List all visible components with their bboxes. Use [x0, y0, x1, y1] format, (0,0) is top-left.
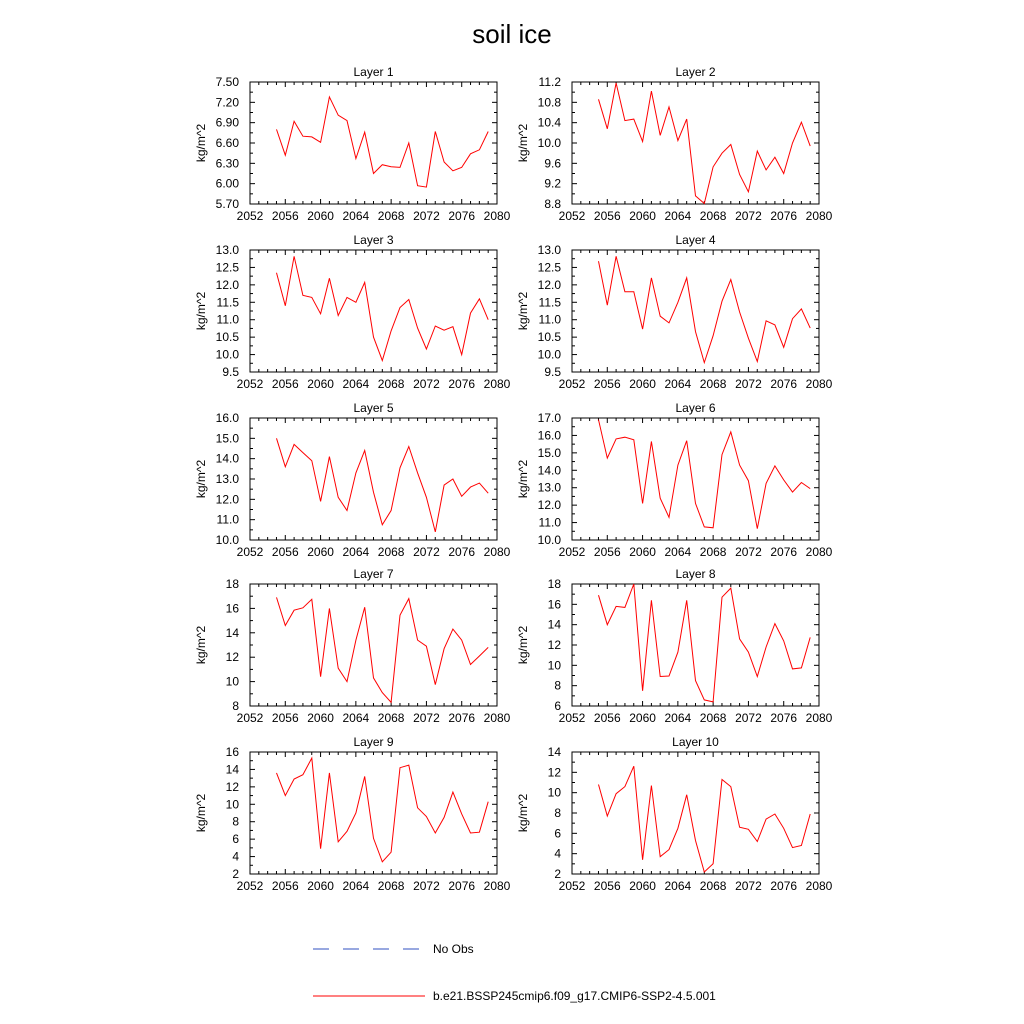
x-tick-label: 2076 [770, 879, 798, 893]
y-tick-label: 8 [554, 678, 561, 693]
y-tick-label: 7.20 [215, 95, 239, 110]
y-tick-label: 11.0 [216, 512, 239, 527]
y-tick-label: 15.0 [537, 445, 561, 460]
panel-layer-4 [516, 233, 833, 391]
y-tick-label: 6 [232, 832, 239, 847]
x-tick-label: 2052 [558, 545, 586, 559]
series-line [599, 420, 811, 529]
y-tick-label: 13.0 [215, 243, 239, 257]
y-tick-label: 8.8 [544, 197, 561, 211]
x-tick-label: 2060 [307, 711, 334, 725]
legend-label-no-obs: No Obs [433, 942, 474, 956]
series-line [277, 438, 489, 532]
y-tick-label: 16 [225, 745, 239, 759]
y-tick-label: 14 [547, 617, 561, 632]
y-tick-label: 10 [547, 785, 561, 800]
x-tick-label: 2052 [558, 711, 586, 725]
x-tick-label: 2076 [770, 377, 798, 391]
series-line [599, 83, 811, 204]
x-tick-label: 2068 [699, 209, 727, 223]
plot-frame [250, 418, 497, 540]
panel-title: Layer 8 [675, 567, 716, 581]
x-tick-label: 2072 [413, 545, 440, 559]
panel-layer-6 [516, 401, 833, 559]
x-tick-label: 2060 [629, 879, 656, 893]
y-axis-label: kg/m^2 [516, 793, 530, 833]
y-tick-label: 12.5 [537, 260, 561, 275]
panel-layer-8 [516, 567, 833, 725]
panel-title: Layer 6 [675, 401, 716, 415]
x-tick-label: 2072 [735, 879, 762, 893]
x-tick-label: 2076 [448, 711, 476, 725]
plot-frame [572, 250, 819, 372]
x-tick-label: 2060 [307, 545, 334, 559]
y-tick-label: 10 [225, 674, 239, 689]
x-tick-label: 2052 [236, 545, 264, 559]
x-tick-label: 2068 [377, 209, 405, 223]
x-tick-label: 2068 [699, 377, 727, 391]
panel-title: Layer 7 [353, 567, 394, 581]
y-tick-label: 8 [232, 699, 239, 713]
x-tick-label: 2072 [735, 377, 762, 391]
x-tick-label: 2052 [236, 711, 264, 725]
x-tick-label: 2072 [413, 377, 440, 391]
x-tick-label: 2076 [770, 209, 798, 223]
y-tick-label: 16.0 [215, 411, 239, 425]
x-tick-label: 2080 [483, 879, 511, 893]
panel-layer-9 [194, 735, 511, 893]
y-tick-label: 5.70 [215, 197, 239, 211]
y-tick-label: 14 [225, 625, 239, 640]
y-tick-label: 12 [547, 638, 561, 652]
x-tick-label: 2068 [377, 545, 405, 559]
x-tick-label: 2056 [593, 209, 621, 223]
y-axis-label: kg/m^2 [516, 459, 530, 499]
y-tick-label: 12 [547, 765, 561, 780]
legend-label-model-run: b.e21.BSSP245cmip6.f09_g17.CMIP6-SSP2-4.5.001 [433, 989, 716, 1003]
x-tick-label: 2076 [770, 711, 798, 725]
x-tick-label: 2064 [664, 711, 692, 725]
x-tick-label: 2068 [377, 711, 405, 725]
y-tick-label: 14.0 [537, 463, 561, 478]
y-tick-label: 2 [554, 867, 561, 881]
legend [313, 942, 716, 1003]
y-tick-label: 12.0 [215, 492, 239, 507]
figure-title: soil ice [472, 19, 552, 49]
x-tick-label: 2052 [558, 879, 586, 893]
plot-frame [250, 82, 497, 204]
x-tick-label: 2060 [629, 545, 656, 559]
plot-frame [250, 752, 497, 874]
x-tick-label: 2052 [236, 879, 264, 893]
y-tick-label: 11.0 [538, 312, 561, 327]
y-tick-label: 10.0 [537, 136, 561, 150]
y-tick-label: 10.4 [537, 115, 561, 130]
x-tick-label: 2080 [805, 711, 833, 725]
plot-frame [572, 584, 819, 706]
x-tick-label: 2056 [593, 711, 621, 725]
y-axis-label: kg/m^2 [194, 123, 208, 163]
panel-title: Layer 10 [672, 735, 719, 749]
x-tick-label: 2072 [413, 711, 440, 725]
panel-layer-2 [516, 65, 833, 223]
x-tick-label: 2052 [558, 377, 586, 391]
y-tick-label: 8 [232, 814, 239, 829]
panel-layer-1 [194, 65, 511, 223]
y-tick-label: 10.0 [537, 533, 561, 547]
panel-layer-7 [194, 567, 511, 725]
y-tick-label: 10 [225, 797, 239, 812]
x-tick-label: 2052 [236, 209, 264, 223]
y-tick-label: 6 [554, 699, 561, 713]
x-tick-label: 2064 [664, 377, 692, 391]
panel-title: Layer 4 [675, 233, 716, 247]
x-tick-label: 2068 [699, 545, 727, 559]
x-tick-label: 2060 [629, 377, 656, 391]
y-axis-label: kg/m^2 [194, 625, 208, 665]
series-line [599, 766, 811, 872]
panel-title: Layer 2 [675, 65, 716, 79]
x-tick-label: 2056 [271, 209, 299, 223]
x-tick-label: 2072 [413, 879, 440, 893]
x-tick-label: 2072 [735, 711, 762, 725]
y-tick-label: 10.0 [537, 347, 561, 362]
x-tick-label: 2076 [448, 209, 476, 223]
x-tick-label: 2056 [271, 879, 299, 893]
series-line [599, 256, 811, 362]
y-tick-label: 11.5 [216, 295, 239, 310]
x-tick-label: 2068 [699, 711, 727, 725]
x-tick-label: 2064 [342, 545, 370, 559]
panel-layer-5 [194, 401, 511, 559]
x-tick-label: 2076 [770, 545, 798, 559]
x-tick-label: 2072 [735, 209, 762, 223]
y-tick-label: 12 [225, 779, 239, 794]
x-tick-label: 2052 [236, 377, 264, 391]
plot-frame [572, 752, 819, 874]
plot-frame [572, 418, 819, 540]
panel-layer-3 [194, 233, 511, 391]
y-tick-label: 16 [225, 601, 239, 616]
y-tick-label: 16.0 [537, 428, 561, 443]
x-tick-label: 2056 [593, 879, 621, 893]
x-tick-label: 2076 [448, 545, 476, 559]
y-tick-label: 11.0 [538, 515, 561, 530]
y-tick-label: 14 [547, 745, 561, 759]
y-axis-label: kg/m^2 [194, 291, 208, 331]
panel-grid [194, 65, 833, 893]
y-tick-label: 10.8 [537, 95, 561, 110]
x-tick-label: 2064 [664, 545, 692, 559]
y-tick-label: 9.5 [544, 365, 561, 379]
y-tick-label: 12.0 [537, 498, 561, 513]
y-tick-label: 12.0 [537, 277, 561, 292]
plot-frame [250, 250, 497, 372]
y-tick-label: 6 [554, 826, 561, 841]
y-tick-label: 11.2 [538, 75, 561, 89]
y-tick-label: 18 [547, 577, 561, 591]
x-tick-label: 2080 [805, 377, 833, 391]
x-tick-label: 2060 [629, 209, 656, 223]
y-tick-label: 11.0 [216, 312, 239, 327]
x-tick-label: 2060 [307, 879, 334, 893]
y-tick-label: 6.30 [215, 156, 239, 171]
y-tick-label: 10 [547, 658, 561, 673]
x-tick-label: 2080 [483, 545, 511, 559]
x-tick-label: 2068 [377, 377, 405, 391]
series-line [277, 597, 489, 702]
series-line [277, 758, 489, 862]
y-tick-label: 10.0 [215, 347, 239, 362]
y-tick-label: 13.0 [537, 243, 561, 257]
y-axis-label: kg/m^2 [194, 459, 208, 499]
x-tick-label: 2056 [271, 545, 299, 559]
x-tick-label: 2080 [805, 209, 833, 223]
panel-title: Layer 1 [353, 65, 394, 79]
y-tick-label: 10.0 [215, 533, 239, 547]
x-tick-label: 2072 [735, 545, 762, 559]
x-tick-label: 2060 [629, 711, 656, 725]
panel-title: Layer 3 [353, 233, 394, 247]
y-tick-label: 14.0 [215, 451, 239, 466]
x-tick-label: 2064 [664, 209, 692, 223]
y-tick-label: 13.0 [215, 472, 239, 486]
x-tick-label: 2052 [558, 209, 586, 223]
x-tick-label: 2064 [342, 209, 370, 223]
y-tick-label: 10.5 [215, 330, 239, 345]
plot-frame [572, 82, 819, 204]
panel-title: Layer 9 [353, 735, 394, 749]
y-tick-label: 16 [547, 597, 561, 612]
y-tick-label: 17.0 [537, 411, 561, 425]
x-tick-label: 2064 [664, 879, 692, 893]
y-tick-label: 9.6 [544, 156, 561, 171]
plot-frame [250, 584, 497, 706]
series-line [277, 97, 489, 187]
y-tick-label: 18 [225, 577, 239, 591]
x-tick-label: 2068 [377, 879, 405, 893]
y-tick-label: 14 [225, 762, 239, 777]
y-axis-label: kg/m^2 [194, 793, 208, 833]
y-tick-label: 8 [554, 806, 561, 820]
y-tick-label: 12.5 [215, 260, 239, 275]
y-axis-label: kg/m^2 [516, 123, 530, 163]
y-axis-label: kg/m^2 [516, 625, 530, 665]
y-tick-label: 10.5 [537, 330, 561, 345]
y-tick-label: 9.2 [544, 176, 561, 191]
x-tick-label: 2080 [483, 711, 511, 725]
series-line [277, 256, 489, 360]
x-tick-label: 2080 [483, 377, 511, 391]
y-tick-label: 12 [225, 650, 239, 665]
panel-layer-10 [516, 735, 833, 893]
y-tick-label: 12.0 [215, 277, 239, 292]
x-tick-label: 2060 [307, 377, 334, 391]
y-tick-label: 6.90 [215, 115, 239, 130]
y-tick-label: 13.0 [537, 480, 561, 495]
panel-title: Layer 5 [353, 401, 394, 415]
y-tick-label: 11.5 [538, 295, 561, 310]
x-tick-label: 2064 [342, 711, 370, 725]
x-tick-label: 2056 [271, 711, 299, 725]
x-tick-label: 2080 [483, 209, 511, 223]
x-tick-label: 2072 [413, 209, 440, 223]
series-line [599, 584, 811, 702]
x-tick-label: 2080 [805, 545, 833, 559]
y-tick-label: 7.50 [215, 75, 239, 89]
y-tick-label: 4 [554, 846, 561, 861]
x-tick-label: 2076 [448, 377, 476, 391]
y-tick-label: 4 [232, 849, 239, 864]
y-tick-label: 2 [232, 867, 239, 881]
x-tick-label: 2056 [271, 377, 299, 391]
x-tick-label: 2060 [307, 209, 334, 223]
x-tick-label: 2056 [593, 545, 621, 559]
x-tick-label: 2068 [699, 879, 727, 893]
y-tick-label: 6.00 [215, 176, 239, 191]
y-axis-label: kg/m^2 [516, 291, 530, 331]
x-tick-label: 2056 [593, 377, 621, 391]
y-tick-label: 6.60 [215, 136, 239, 150]
x-tick-label: 2064 [342, 377, 370, 391]
y-tick-label: 15.0 [215, 431, 239, 446]
x-tick-label: 2080 [805, 879, 833, 893]
x-tick-label: 2064 [342, 879, 370, 893]
x-tick-label: 2076 [448, 879, 476, 893]
y-tick-label: 9.5 [222, 365, 239, 379]
